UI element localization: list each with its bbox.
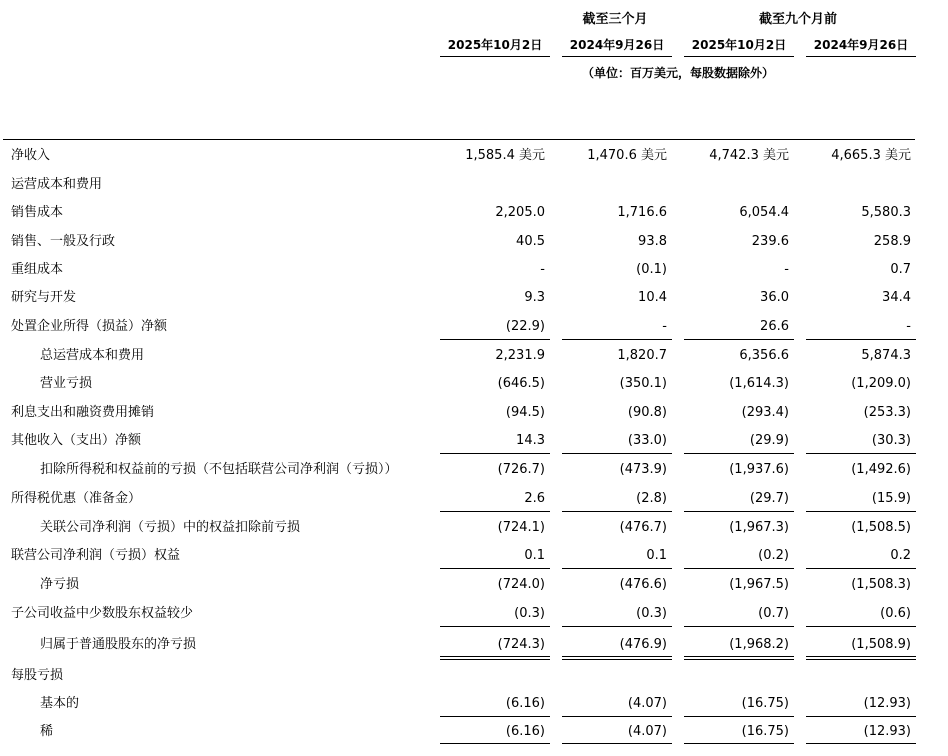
row-value: (29.9) [749, 433, 789, 448]
row-value: (724.3) [497, 637, 545, 652]
underline [806, 626, 916, 627]
row-value: (0.3) [636, 606, 667, 621]
double-underline [440, 656, 550, 657]
header-underline-3 [684, 56, 794, 57]
row-value: (16.75) [741, 696, 789, 711]
row-value: (724.0) [497, 577, 545, 592]
underline [684, 453, 794, 454]
table-row-net-loss-common [0, 635, 948, 655]
table-row-loss-before-tax [0, 460, 948, 480]
row-value: 2,205.0 [495, 205, 545, 220]
underline [806, 453, 916, 454]
row-value: (2.8) [636, 491, 667, 506]
underline [684, 626, 794, 627]
row-value: (0.2) [758, 548, 789, 563]
underline [562, 453, 672, 454]
row-value: 6,356.6 [739, 348, 789, 363]
double-underline [562, 659, 672, 660]
header-date-4: 2024年9月26日 [813, 38, 909, 52]
row-value: (476.6) [619, 577, 667, 592]
row-label: 重组成本 [11, 262, 64, 277]
underline [562, 511, 672, 512]
row-value: (1,967.3) [729, 520, 789, 535]
underline [440, 716, 550, 717]
table-row-cost-of-sales [0, 203, 948, 223]
underline [684, 716, 794, 717]
table-row-basic [0, 694, 948, 714]
row-value: (12.93) [863, 724, 911, 739]
row-value: 40.5 [516, 234, 545, 249]
row-value: (726.7) [497, 462, 545, 477]
table-row-net-revenue [0, 146, 948, 166]
header-underline-2 [562, 56, 672, 57]
row-label: 其他收入（支出）净额 [11, 433, 142, 448]
row-value: (90.8) [627, 405, 667, 420]
underline [806, 511, 916, 512]
row-value: 258.9 [873, 234, 911, 249]
row-value: 1,470.6 美元 [587, 148, 667, 163]
row-value: 0.7 [890, 262, 911, 277]
row-value: (0.3) [514, 606, 545, 621]
table-row-rnd [0, 288, 948, 308]
row-label: 稀 [40, 724, 54, 739]
row-value: - [540, 262, 545, 277]
table-row-income-tax [0, 489, 948, 509]
row-label: 销售、一般及行政 [11, 234, 116, 249]
table-row-interest-expense [0, 403, 948, 423]
row-value: 9.3 [524, 290, 545, 305]
table-row-loss-per-share-heading [0, 666, 948, 686]
row-label: 净亏损 [40, 577, 80, 592]
row-label: 子公司收益中少数股东权益较少 [11, 606, 194, 621]
row-value: 1,820.7 [617, 348, 667, 363]
table-top-rule [3, 139, 915, 140]
row-value: (30.3) [871, 433, 911, 448]
row-value: 2.6 [524, 491, 545, 506]
row-value: 4,665.3 美元 [831, 148, 911, 163]
row-value: 1,716.6 [617, 205, 667, 220]
row-value: (1,614.3) [729, 376, 789, 391]
row-value: (6.16) [505, 696, 545, 711]
row-label: 净收入 [11, 148, 51, 163]
underline [684, 743, 794, 744]
table-row-minority-interest [0, 604, 948, 624]
underline [562, 568, 672, 569]
row-value: (1,508.9) [851, 637, 911, 652]
underline [684, 568, 794, 569]
row-value: (16.75) [741, 724, 789, 739]
underline [562, 716, 672, 717]
row-value: (253.3) [863, 405, 911, 420]
underline [440, 511, 550, 512]
row-value: (4.07) [627, 696, 667, 711]
row-label: 营业亏损 [40, 376, 93, 391]
underline [440, 626, 550, 627]
row-value: (0.7) [758, 606, 789, 621]
row-value: (293.4) [741, 405, 789, 420]
row-value: (0.1) [636, 262, 667, 277]
row-value: (6.16) [505, 724, 545, 739]
row-value: (724.1) [497, 520, 545, 535]
table-row-operating-loss [0, 374, 948, 394]
double-underline [684, 659, 794, 660]
underline [440, 743, 550, 744]
row-value: (350.1) [619, 376, 667, 391]
row-value: (4.07) [627, 724, 667, 739]
header-date-3: 2025年10月2日 [691, 38, 787, 52]
row-label: 归属于普通股股东的净亏损 [40, 637, 197, 652]
row-value: (1,492.6) [851, 462, 911, 477]
row-value: (1,967.5) [729, 577, 789, 592]
table-row-net-loss [0, 575, 948, 595]
table-row-total-operating-costs [0, 346, 948, 366]
table-row-disposal [0, 317, 948, 337]
table-row-loss-before-equity [0, 518, 948, 538]
row-value: 0.1 [646, 548, 667, 563]
row-value: 0.2 [890, 548, 911, 563]
double-underline [440, 659, 550, 660]
row-label: 总运营成本和费用 [40, 348, 145, 363]
row-value: 14.3 [516, 433, 545, 448]
row-label: 每股亏损 [11, 668, 64, 683]
underline [684, 511, 794, 512]
row-value: 0.1 [524, 548, 545, 563]
row-value: (1,508.3) [851, 577, 911, 592]
row-value: (1,968.2) [729, 637, 789, 652]
double-underline [806, 656, 916, 657]
row-value: (476.9) [619, 637, 667, 652]
row-value: - [784, 262, 789, 277]
row-label: 处置企业所得（损益）净额 [11, 319, 168, 334]
row-value: (29.7) [749, 491, 789, 506]
unit-note: （单位：百万美元，每股数据除外） [581, 66, 774, 80]
row-value: (22.9) [505, 319, 545, 334]
row-label: 利息支出和融资费用摊销 [11, 405, 155, 420]
double-underline [684, 656, 794, 657]
row-value: 239.6 [751, 234, 789, 249]
row-label: 联营公司净利润（亏损）权益 [11, 548, 181, 563]
row-value: (646.5) [497, 376, 545, 391]
row-value: (33.0) [627, 433, 667, 448]
row-value: 34.4 [882, 290, 911, 305]
header-nine-months: 截至九个月前 [758, 12, 837, 27]
row-value: (476.7) [619, 520, 667, 535]
header-three-months: 截至三个月 [582, 12, 648, 27]
row-value: 26.6 [760, 319, 789, 334]
double-underline [806, 659, 916, 660]
row-value: - [906, 319, 911, 334]
table-row-diluted [0, 722, 948, 742]
row-label: 运营成本和费用 [11, 177, 103, 192]
row-value: (0.6) [880, 606, 911, 621]
row-value: 4,742.3 美元 [709, 148, 789, 163]
header-underline-1 [440, 56, 550, 57]
row-label: 基本的 [40, 696, 80, 711]
row-value: 5,874.3 [861, 348, 911, 363]
row-value: (1,937.6) [729, 462, 789, 477]
double-underline [562, 656, 672, 657]
row-label: 研究与开发 [11, 290, 77, 305]
underline [806, 716, 916, 717]
underline [806, 568, 916, 569]
table-row-restructuring [0, 260, 948, 280]
row-value: (15.9) [871, 491, 911, 506]
underline [440, 568, 550, 569]
underline [562, 743, 672, 744]
underline [562, 626, 672, 627]
table-row-sga [0, 232, 948, 252]
underline [806, 339, 916, 340]
table-row-operating-costs-heading [0, 175, 948, 195]
table-row-equity-in-affiliates [0, 546, 948, 566]
underline [440, 339, 550, 340]
row-value: (94.5) [505, 405, 545, 420]
row-label: 所得税优惠（准备金） [11, 491, 142, 506]
header-date-1: 2025年10月2日 [447, 38, 543, 52]
row-value: (1,209.0) [851, 376, 911, 391]
table-row-other-income [0, 431, 948, 451]
row-value: 6,054.4 [739, 205, 789, 220]
row-value: - [662, 319, 667, 334]
row-value: (12.93) [863, 696, 911, 711]
row-value: 10.4 [638, 290, 667, 305]
row-value: (473.9) [619, 462, 667, 477]
underline [440, 453, 550, 454]
row-value: 1,585.4 美元 [465, 148, 545, 163]
row-label: 关联公司净利润（亏损）中的权益扣除前亏损 [40, 520, 301, 535]
row-value: 93.8 [638, 234, 667, 249]
underline [806, 743, 916, 744]
row-value: (1,508.5) [851, 520, 911, 535]
row-value: 5,580.3 [861, 205, 911, 220]
row-label: 扣除所得税和权益前的亏损（不包括联营公司净利润（亏损）） [40, 462, 398, 477]
row-label: 销售成本 [11, 205, 64, 220]
header-date-2: 2024年9月26日 [569, 38, 665, 52]
header-underline-4 [806, 56, 916, 57]
row-value: 2,231.9 [495, 348, 545, 363]
underline [684, 339, 794, 340]
row-value: 36.0 [760, 290, 789, 305]
underline [562, 339, 672, 340]
